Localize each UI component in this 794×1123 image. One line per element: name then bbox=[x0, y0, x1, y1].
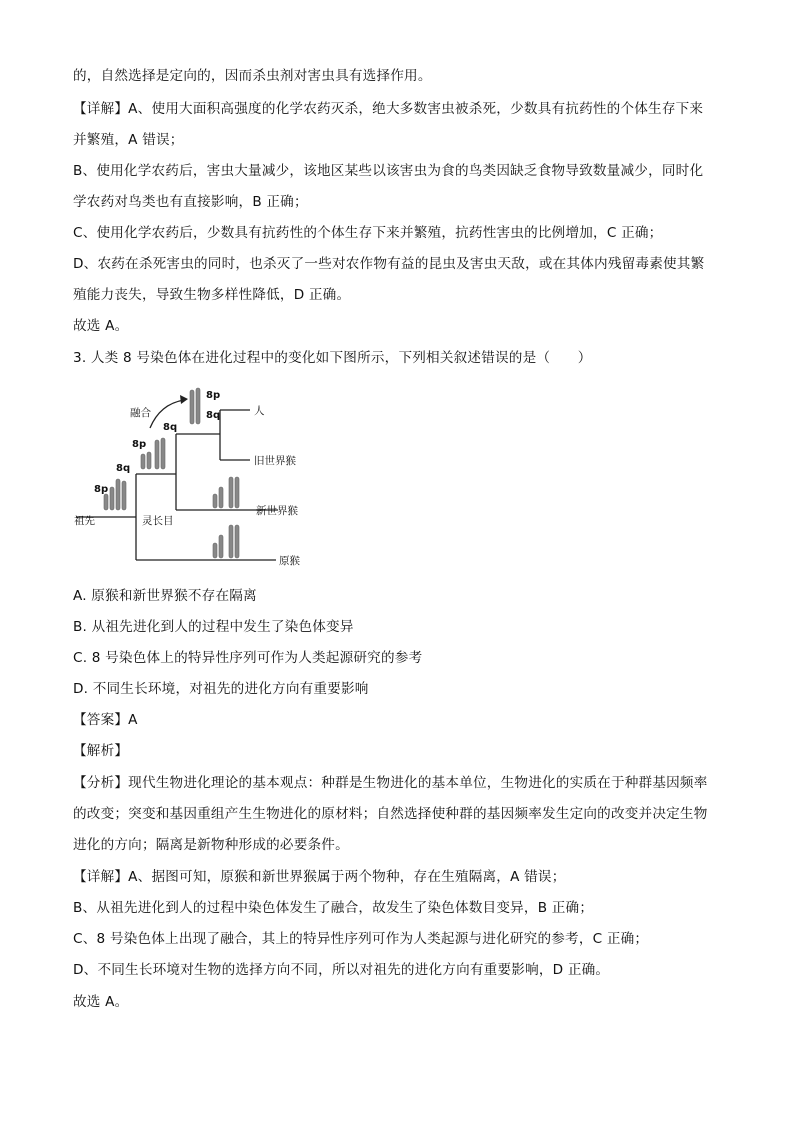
text-line: D、农药在杀死害虫的同时，也杀灭了一些对农作物有益的昆虫及害虫天敌，或在其体内残留毒素使其繁 bbox=[73, 256, 705, 272]
label-human: 人 bbox=[254, 405, 265, 417]
text-line: 的，自然选择是定向的，因而杀虫剂对害虫具有选择作用。 bbox=[73, 68, 432, 84]
text-line: D、不同生长环境对生物的选择方向不同，所以对祖先的进化方向有重要影响，D 正确。 bbox=[73, 962, 610, 978]
label-8q: 8q bbox=[163, 422, 178, 433]
label-8p: 8p bbox=[94, 484, 109, 495]
label-8p: 8p bbox=[206, 390, 221, 401]
text-line: 故选 A。 bbox=[73, 994, 129, 1010]
text-line: B、从祖先进化到人的过程中染色体发生了融合，故发生了染色体数目变异，B 正确； bbox=[73, 900, 594, 916]
label-old-world-monkey: 旧世界猴 bbox=[254, 455, 296, 467]
label-ancestor: 祖先 bbox=[74, 515, 95, 527]
text-line: 【详解】A、据图可知，原猴和新世界猴属于两个物种，存在生殖隔离，A 错误； bbox=[73, 869, 566, 885]
text-line: 故选 A。 bbox=[73, 318, 129, 334]
option-c: C. 8 号染色体上的特异性序列可作为人类起源研究的参考 bbox=[73, 650, 423, 666]
label-new-world-monkey: 新世界猴 bbox=[256, 505, 298, 517]
text-line: 学农药对鸟类也有直接影响，B 正确； bbox=[73, 194, 308, 210]
text-line: B、使用化学农药后，害虫大量减少，该地区某些以该害虫为食的鸟类因缺乏食物导致数量减少，同时化 bbox=[73, 163, 704, 179]
option-b: B. 从祖先进化到人的过程中发生了染色体变异 bbox=[73, 619, 354, 635]
text-line: C、使用化学农药后，少数具有抗药性的个体生存下来并繁殖，抗药性害虫的比例增加，C 正确； bbox=[73, 225, 663, 241]
analysis-heading: 【解析】 bbox=[73, 743, 129, 759]
label-8q: 8q bbox=[116, 463, 131, 474]
label-primate: 灵长目 bbox=[142, 515, 174, 527]
option-d: D. 不同生长环境，对祖先的进化方向有重要影响 bbox=[73, 681, 369, 697]
label-prosimian: 原猴 bbox=[279, 555, 300, 567]
label-fusion: 融合 bbox=[130, 407, 151, 419]
question-stem: 3. 人类 8 号染色体在进化过程中的变化如下图所示，下列相关叙述错误的是（ ） bbox=[73, 350, 592, 366]
text-line: 【分析】现代生物进化理论的基本观点：种群是生物进化的基本单位，生物进化的实质在于种群基因频率 bbox=[73, 775, 708, 791]
label-8p: 8p bbox=[132, 439, 147, 450]
text-line: 殖能力丧失，导致生物多样性降低，D 正确。 bbox=[73, 287, 351, 303]
text-line: 进化的方向；隔离是新物种形成的必要条件。 bbox=[73, 837, 349, 853]
text-line: 【详解】A、使用大面积高强度的化学农药灭杀，绝大多数害虫被杀死，少数具有抗药性的个体生存下来 bbox=[73, 101, 704, 117]
chromosome-evolution-diagram bbox=[60, 384, 320, 574]
answer-line: 【答案】A bbox=[73, 712, 138, 728]
text-line: 并繁殖，A 错误； bbox=[73, 132, 184, 148]
option-a: A. 原猴和新世界猴不存在隔离 bbox=[73, 588, 257, 604]
text-line: C、8 号染色体上出现了融合，其上的特异性序列可作为人类起源与进化研究的参考，C 正确； bbox=[73, 931, 649, 947]
label-8q: 8q bbox=[206, 410, 221, 421]
text-line: 的改变；突变和基因重组产生生物进化的原材料；自然选择使种群的基因频率发生定向的改变并决定生物 bbox=[73, 806, 708, 822]
